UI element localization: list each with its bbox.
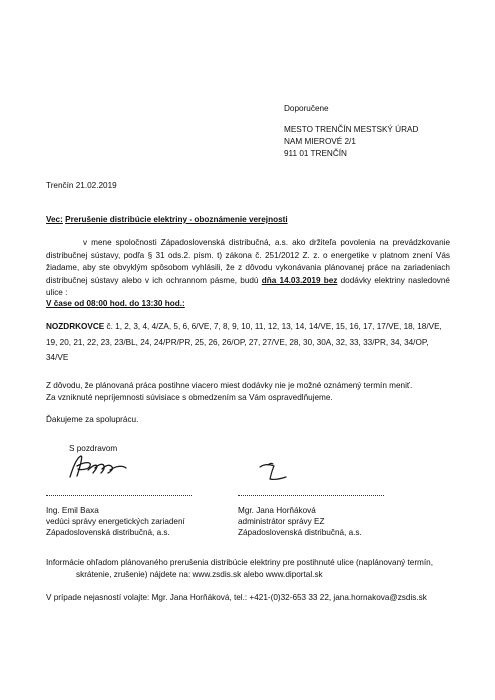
signature-right [256,460,296,486]
info-line-1: Informácie ohľadom plánovaného prerušenia distribúcie elektriny pre postihnuté ulice (naplánovaný termín, [46,558,433,567]
subject-prefix: Vec: [46,215,63,224]
recipient-line-3: 911 01 TRENČÍN [284,149,347,158]
time-window: V čase od 08:00 hod. do 13:30 hod.: [46,299,185,308]
contact-line: V prípade nejasností volajte: Mgr. Jana Horňáková, tel.: +421-(0)32-653 33 22, jana.hornakova@zsdis.sk [46,593,427,602]
subject-text: Prerušenie distribúcie elektriny - oboznámenie verejnosti [65,215,288,224]
closing-greeting: S pozdravom [69,444,118,453]
intro-date: dňa 14.03.2019 bez [261,275,338,285]
delivery-note: Doporučene [284,104,329,113]
signatory-left-role: vedúci správy energetických zariadení [46,517,185,526]
intro-text-2: dodávky elektriny nasledovné ulice : [46,275,450,297]
signatory-left-company: Západoslovenská distribučná, a.s. [46,528,170,537]
intro-paragraph [46,237,450,300]
reason-line-1: Z dôvodu, že plánovaná práca postihne viacero miest dodávky nie je možné oznámený termín meniť. [46,381,413,390]
info-line-2: skrátenie, zrušenie) nájdete na: www.zsdis.sk alebo www.diportal.sk [76,570,323,579]
location-numbers: č. 1, 2, 3, 4, 4/ZA, 5, 6, 6/VE, 7, 8, 9, 10, 11, 12, 13, 14, 14/VE, 15, 16, 17, 17/VE, 18, 18/VE, 19, 20, 21, 22, 23, 23/BL, 24, 24/PR/PR, 25, 26, 26/OP, 27, 27/VE, 28, 30, 30A, 32, 33, 33/PR, 34, 34/OP, 34/VE [46,322,442,362]
signature-rule-left [46,495,192,496]
location-name: NOZDRKOVCE [46,322,105,331]
signatory-right-role: administrátor správy EZ [238,517,325,526]
signatory-right-company: Západoslovenská distribučná, a.s. [238,528,362,537]
signature-rule-right [238,495,384,496]
date-line: Trenčín 21.02.2019 [46,181,117,190]
signatory-left-name: Ing. Emil Baxa [46,506,99,515]
signature-left [66,452,130,482]
thanks-line: Ďakujeme za spoluprácu. [46,415,139,424]
intro-text-1: v mene spoločnosti Západoslovenská distribučná, a.s. ako držiteľa povolenia na prevádzkovanie distribučnej sústavy, podľa § 31 ods.2. písm. t) zákona č. 251/2012 Z. z. o energetike v platnom znení Vás žiadame, aby ste obvyklým spôsobom vyhlásili, že z dôvodu vykonávania plánovanej práce na zariadeniach distribučnej sústavy alebo v ich ochrannom pásme, budú [46,238,450,285]
recipient-line-1: MESTO TRENČÍN MESTSKÝ ÚRAD [284,125,419,134]
street-list [46,319,450,366]
signatory-right-name: Mgr. Jana Horňáková [238,506,316,515]
reason-line-2: Za vzniknuté nepríjemnosti súvisiace s obmedzením sa Vám ospravedlňujeme. [46,393,333,402]
subject-line [46,214,288,225]
recipient-line-2: NAM MIEROVÉ 2/1 [284,137,356,146]
